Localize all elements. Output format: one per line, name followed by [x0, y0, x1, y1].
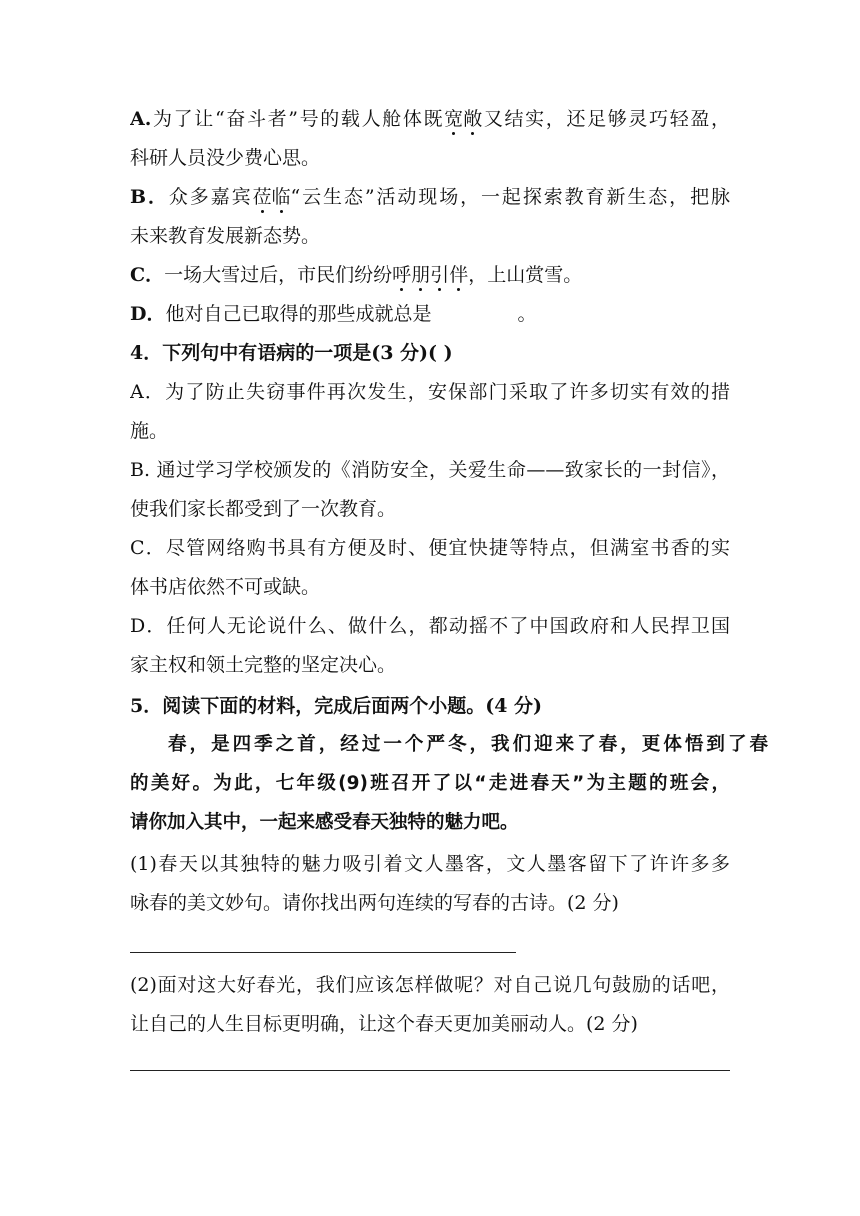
- q5-material-line-1: 春，是四季之首，经过一个严冬，我们迎来了春，更体悟到了春: [168, 734, 768, 755]
- q5-sub1-answer-line[interactable]: [130, 952, 516, 953]
- option-a-line-1: [130, 99, 730, 139]
- dotted-char: 引: [430, 255, 449, 295]
- dotted-char: 呼: [392, 255, 411, 295]
- dotted-char: 敞: [463, 99, 482, 139]
- dotted-char: 朋: [411, 255, 430, 295]
- dotted-char: 宽: [444, 99, 463, 139]
- question-4-stem: 4．下列句中有语病的一项是(3 分)( ): [130, 342, 453, 364]
- q4-option-a-line-1: A．为了防止失窃事件再次发生，安保部门采取了许多切实有效的措: [130, 381, 730, 403]
- q5-sub2-line-1: (2)面对这大好春光，我们应该怎样做呢？对自己说几句鼓励的话吧，: [130, 974, 730, 996]
- q4-option-c-line-2: 体书店依然不可或缺。: [130, 576, 321, 598]
- option-d-line: [130, 294, 730, 334]
- option-c-label: C．: [130, 264, 165, 286]
- q4-option-b-line-1: B. 通过学习学校颁发的《消防安全，关爱生命——致家长的一封信》，: [130, 459, 730, 481]
- q4-option-d-line-2: 家主权和领土完整的坚定决心。: [130, 654, 397, 676]
- dotted-char: 莅: [253, 177, 272, 217]
- q5-sub1-line-1: (1)春天以其独特的魅力吸引着文人墨客，文人墨客留下了许许多多: [130, 853, 730, 875]
- option-a-text-pre: 为了让“奋斗者”号的载人舱体既: [151, 108, 445, 130]
- q4-option-c-line-1: C．尽管网络购书具有方便及时、便宜快捷等特点，但满室书香的实: [130, 537, 730, 559]
- option-d-label: D．: [130, 303, 166, 325]
- option-a-text-post: 又结实，还足够灵巧轻盈，: [482, 108, 730, 130]
- dotted-char: 临: [272, 177, 291, 217]
- q5-material-line-3: 请你加入其中，一起来感受春天独特的魅力吧。: [130, 812, 519, 833]
- q4-option-a-line-2: 施。: [130, 420, 169, 442]
- option-a-line-2: 科研人员没少费心思。: [130, 147, 321, 169]
- option-c-text-pre: 一场大雪过后，市民们纷纷: [164, 264, 393, 286]
- option-b-label: B．: [130, 186, 169, 208]
- option-d-text: 他对自己已取得的那些成就总是: [165, 303, 432, 325]
- option-b-text-post: “云生态”活动现场，一起探索教育新生态，把脉: [290, 186, 730, 208]
- option-c-text-post: ，上山赏雪。: [468, 264, 583, 286]
- q5-sub1-line-2: 咏春的美文妙句。请你找出两句连续的写春的古诗。(2 分): [130, 892, 619, 914]
- q4-option-b-line-2: 使我们家长都受到了一次教育。: [130, 498, 397, 520]
- q5-sub2-line-2: 让自己的人生目标更明确，让这个春天更加美丽动人。(2 分): [130, 1013, 638, 1035]
- option-b-text-pre: 众多嘉宾: [168, 186, 253, 208]
- option-d-end: 。: [517, 303, 537, 325]
- q5-material-line-2: 的美好。为此，七年级(9)班召开了以“走进春天”为主题的班会，: [130, 773, 730, 794]
- q4-option-d-line-1: D．任何人无论说什么、做什么，都动摇不了中国政府和人民捍卫国: [130, 615, 730, 637]
- option-b-line-1: [130, 177, 730, 217]
- question-5-stem: 5．阅读下面的材料，完成后面两个小题。(4 分): [130, 695, 543, 717]
- dotted-char: 伴: [449, 255, 468, 295]
- option-b-line-2: 未来教育发展新态势。: [130, 225, 321, 247]
- option-c-line: [130, 255, 730, 295]
- option-a-label: A.: [130, 108, 152, 130]
- q5-sub2-answer-line[interactable]: [130, 1070, 730, 1071]
